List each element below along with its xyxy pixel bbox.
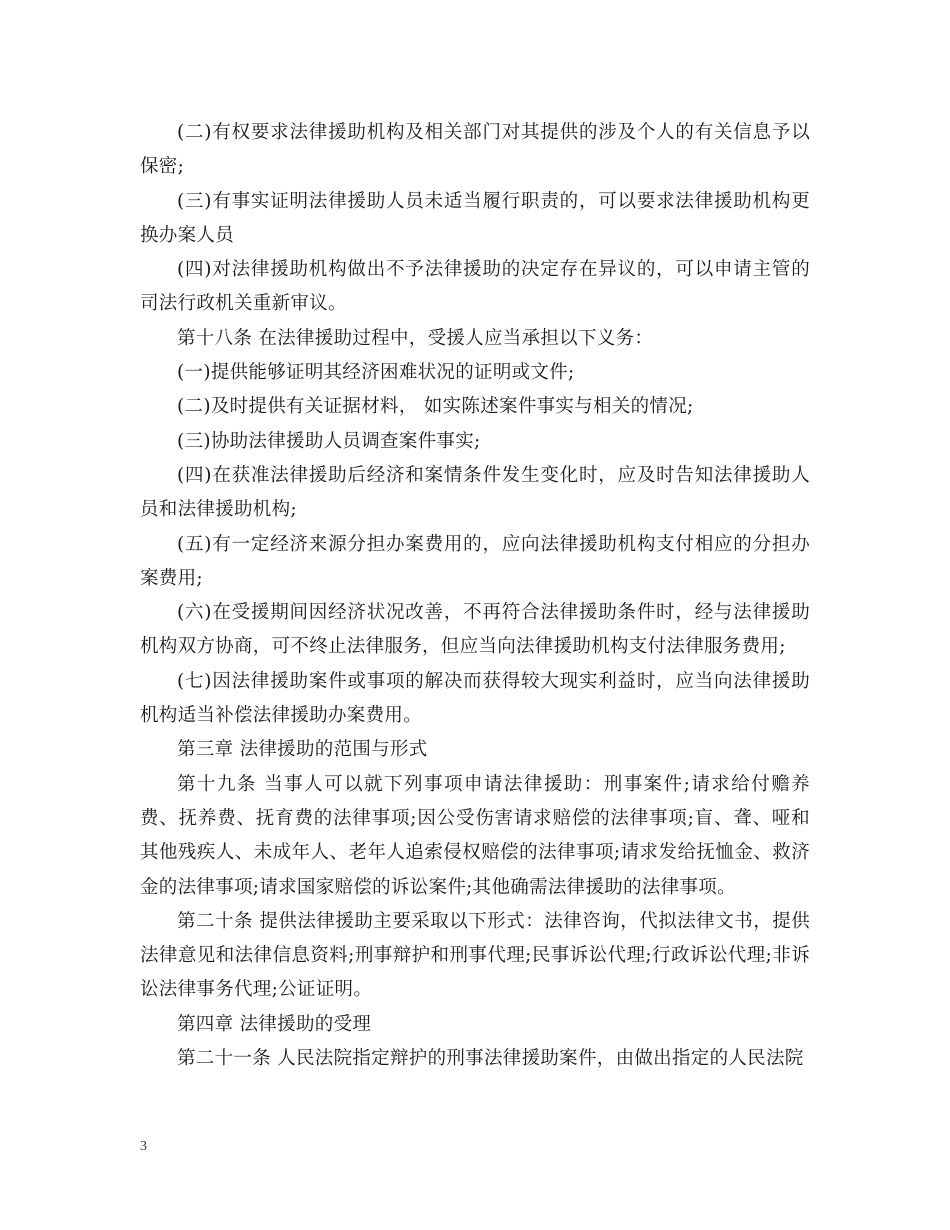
article-19: 第十九条 当事人可以就下列事项申请法律援助：刑事案件;请求给付赡养费、抚养费、抚育费的法律事项;因公受伤害请求赔偿的法律事项;盲、聋、哑和其他残疾人、未成年人、老年人追索侵权赔偿的法律事项;请求发给抚恤金、救济金的法律事项;请求国家赔偿的诉讼案件;其他确需法律援助的法律事项。 (140, 773, 810, 898)
paragraph-item-4-review: (四)对法律援助机构做出不予法律援助的决定存在异议的，可以申请主管的司法行政机关重新审议。 (140, 259, 810, 315)
paragraph-item-3-replace-staff: (三)有事实证明法律援助人员未适当履行职责的，可以要求法律援助机构更换办案人员 (140, 190, 810, 246)
chapter-3-heading: 第三章 法律援助的范围与形式 (177, 739, 428, 761)
chapter-4-heading: 第四章 法律援助的受理 (177, 1013, 372, 1035)
article-18-heading: 第十八条 在法律援助过程中，受援人应当承担以下义务： (177, 327, 654, 349)
article-18-item-1: (一)提供能够证明其经济困难状况的证明或文件; (177, 362, 575, 384)
article-18-item-2: (二)及时提供有关证据材料， 如实陈述案件事实与相关的情况; (177, 396, 694, 418)
article-18-item-5: (五)有一定经济来源分担办案费用的，应向法律援助机构支付相应的分担办案费用; (140, 533, 810, 589)
article-21: 第二十一条 人民法院指定辩护的刑事法律援助案件，由做出指定的人民法院 (177, 1048, 804, 1070)
article-20: 第二十条 提供法律援助主要采取以下形式：法律咨询，代拟法律文书，提供法律意见和法律信息资料;刑事辩护和刑事代理;民事诉讼代理;行政诉讼代理;非诉讼法律事务代理;公证证明。 (140, 910, 810, 1001)
page-number: 3 (140, 1139, 147, 1154)
article-18-item-4: (四)在获准法律援助后经济和案情条件发生变化时，应及时告知法律援助人员和法律援助机构; (140, 464, 810, 521)
article-18-item-3: (三)协助法律援助人员调查案件事实; (177, 430, 481, 452)
article-18-item-7: (七)因法律援助案件或事项的解决而获得较大现实利益时，应当向法律援助机构适当补偿法律援助办案费用。 (140, 670, 810, 727)
paragraph-item-2-confidentiality: (二)有权要求法律援助机构及相关部门对其提供的涉及个人的有关信息予以保密; (140, 122, 810, 178)
document-body (140, 116, 810, 1076)
article-18-item-6: (六)在受援期间因经济状况改善，不再符合法律援助条件时，经与法律援助机构双方协商，可不终止法律服务，但应当向法律援助机构支付法律服务费用; (140, 602, 810, 658)
